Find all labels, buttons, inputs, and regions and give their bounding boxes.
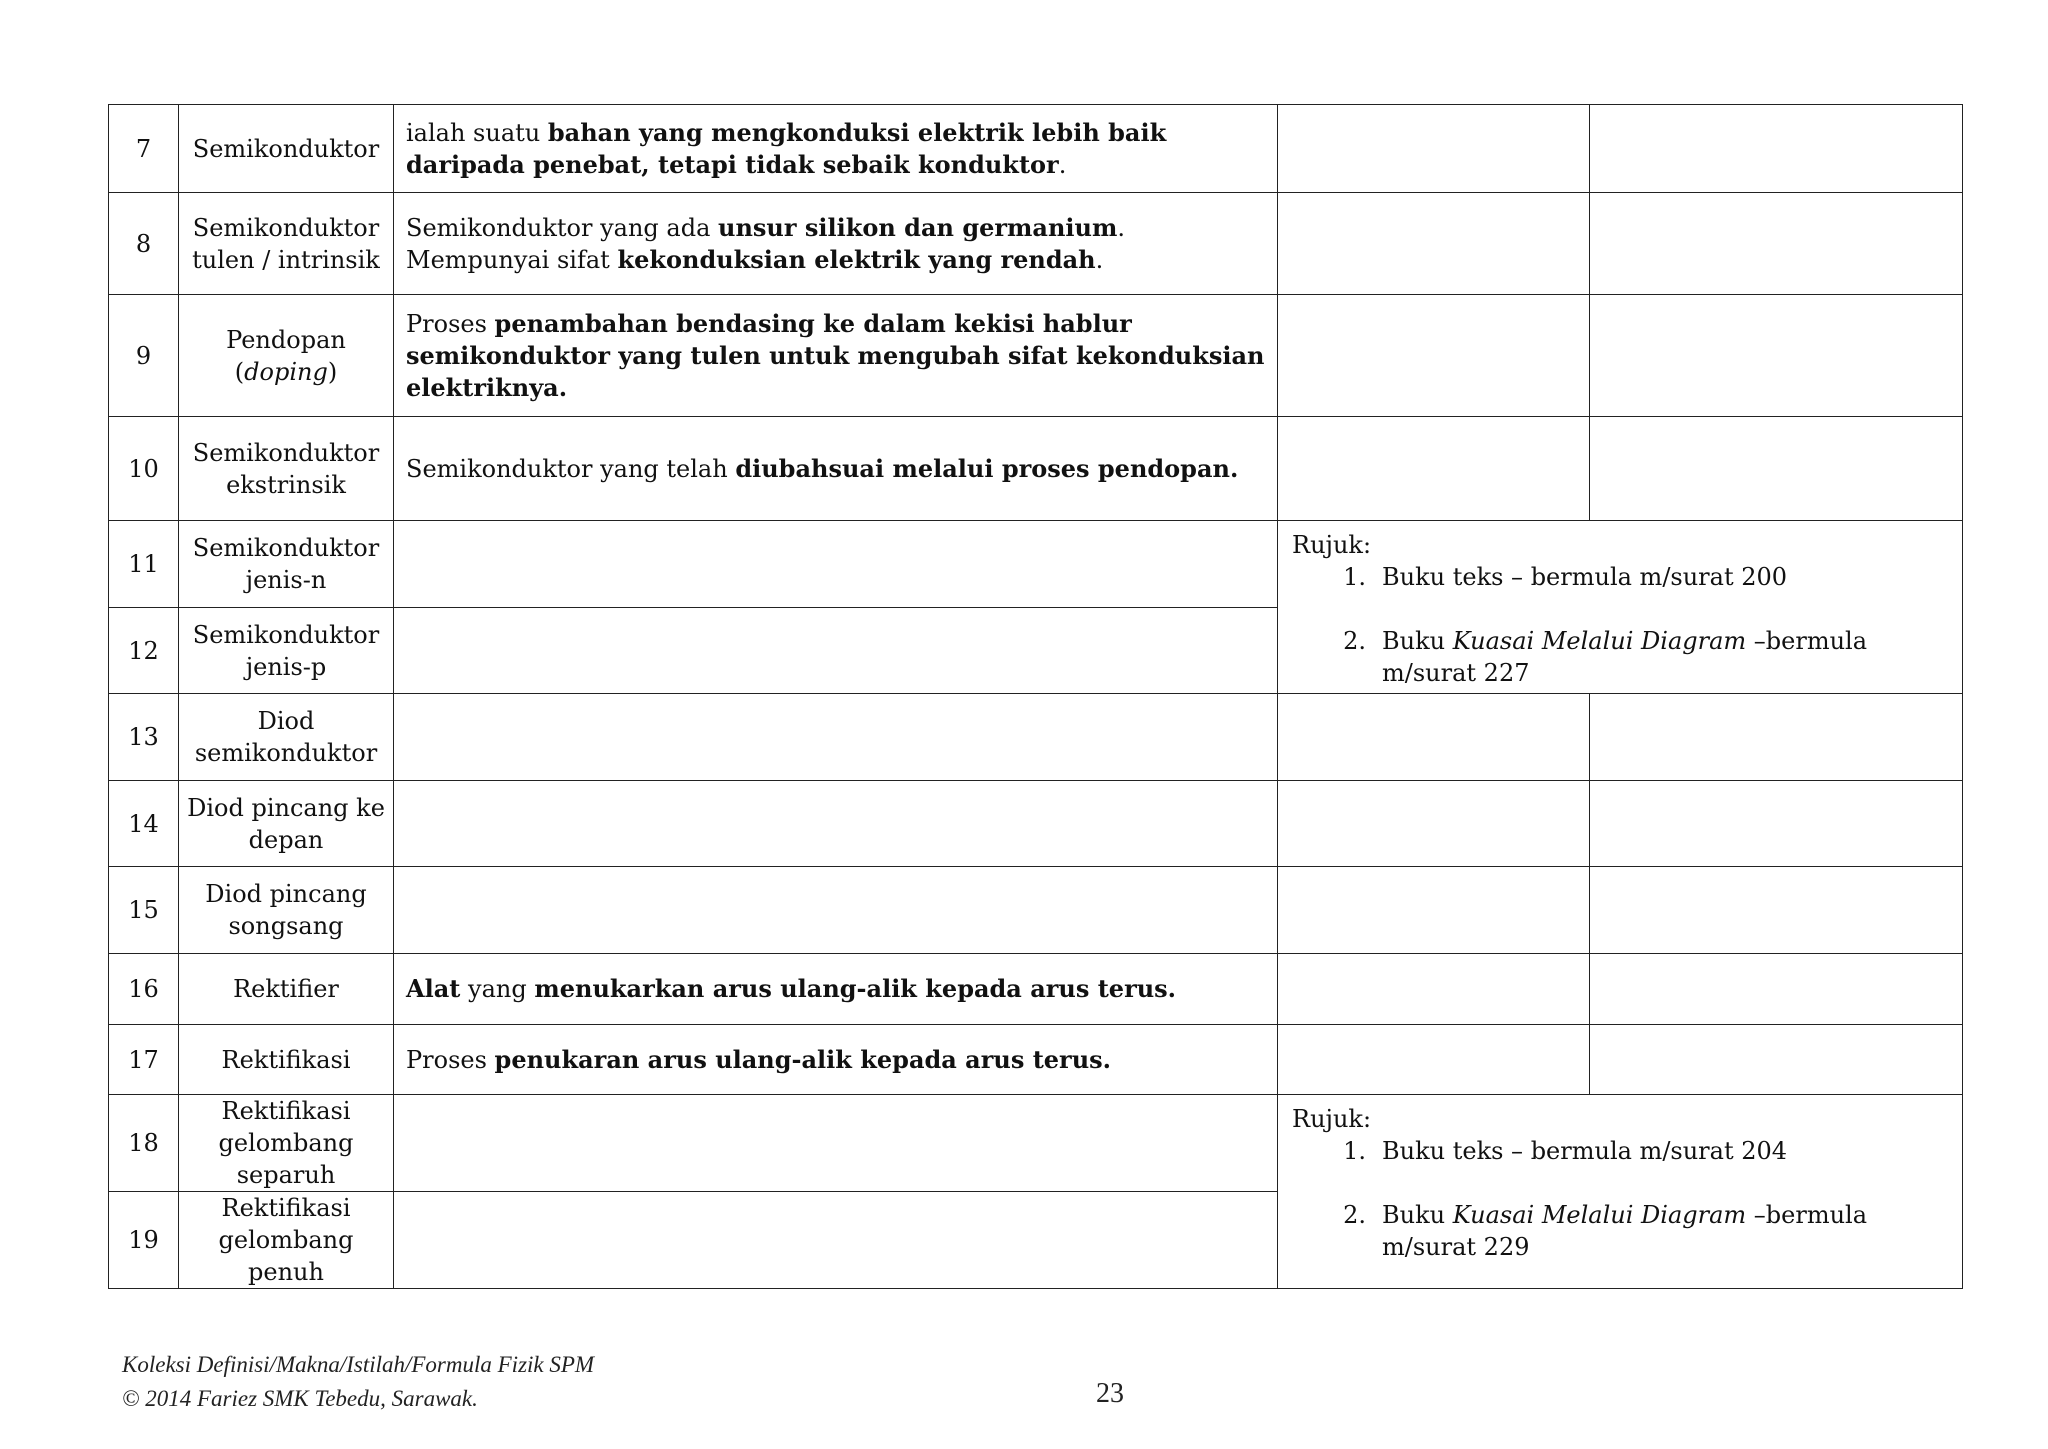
definition-cell (394, 105, 1278, 193)
row-number: 10 (109, 417, 179, 521)
definition-text: Semikonduktor yang ada (406, 213, 719, 242)
empty-cell (1278, 295, 1590, 417)
definition-cell (394, 608, 1278, 694)
definition-bold-text: unsur silikon dan germanium (718, 212, 1118, 242)
reference-text (1382, 625, 1948, 689)
row-number: 18 (109, 1095, 179, 1192)
table-row (109, 1025, 1963, 1095)
table-row (109, 867, 1963, 954)
definition-cell (394, 1095, 1278, 1192)
empty-cell (1278, 105, 1590, 193)
row-number: 8 (109, 193, 179, 295)
table-row (109, 105, 1963, 193)
reference-item (1292, 1199, 1948, 1263)
reference-text: Buku teks – bermula m/surat 204 (1382, 1137, 1788, 1165)
table-row (109, 521, 1963, 608)
empty-cell (1590, 417, 1963, 521)
reference-list (1292, 561, 1948, 689)
term-cell: Diod semikonduktor (179, 694, 394, 781)
row-number: 7 (109, 105, 179, 193)
definition-bold-text: bahan yang mengkonduksi elektrik lebih baik daripada penebat, tetapi tidak sebaik konduktor (406, 117, 1167, 179)
reference-item (1292, 625, 1948, 689)
empty-cell (1278, 193, 1590, 295)
table-row (109, 694, 1963, 781)
term-cell: Rektifikasi gelombang separuh (179, 1095, 394, 1192)
term-cell: Semikonduktor (179, 105, 394, 193)
term-cell (179, 295, 394, 417)
page-number: 23 (1096, 1378, 1124, 1409)
definition-cell (394, 781, 1278, 867)
reference-number: 2. (1343, 1201, 1366, 1229)
definition-text: yang (460, 975, 535, 1003)
row-number: 16 (109, 954, 179, 1025)
table-row (109, 954, 1963, 1025)
reference-text-part: Buku (1382, 1201, 1453, 1229)
table-row (109, 193, 1963, 295)
row-number: 15 (109, 867, 179, 954)
reference-item (1292, 1135, 1948, 1167)
footer-copyright: © 2014 Fariez SMK Tebedu, Sarawak. (122, 1386, 478, 1411)
reference-list (1292, 1135, 1948, 1263)
definition-cell (394, 521, 1278, 608)
table-row (109, 781, 1963, 867)
definition-cell (394, 1192, 1278, 1289)
empty-cell (1590, 694, 1963, 781)
definition-cell (394, 954, 1278, 1025)
definition-text: Proses (406, 309, 495, 338)
definition-text: . Mempunyai sifat (406, 213, 1126, 274)
row-number: 9 (109, 295, 179, 417)
empty-cell (1278, 867, 1590, 954)
reference-note (1278, 1095, 1963, 1289)
empty-cell (1278, 781, 1590, 867)
page-footer (122, 1348, 594, 1416)
term-cell: Semikonduktor jenis-n (179, 521, 394, 608)
empty-cell (1278, 417, 1590, 521)
footer-title: Koleksi Definisi/Makna/Istilah/Formula Fizik SPM (122, 1352, 595, 1377)
term-text: Pendopan (226, 325, 346, 354)
row-number: 11 (109, 521, 179, 608)
definition-bold-text: kekonduksian elektrik yang rendah (617, 244, 1096, 274)
empty-cell (1590, 295, 1963, 417)
term-italic-text: (doping) (234, 357, 338, 386)
reference-heading: Rujuk: (1292, 531, 1372, 559)
reference-text-part: –bermula m/surat 227 (1382, 627, 1868, 687)
definition-table-container (108, 104, 1962, 1289)
definition-bold-text: menukarkan arus ulang-alik kepada arus terus. (534, 974, 1177, 1003)
row-number: 19 (109, 1192, 179, 1289)
definition-text: . (1058, 150, 1067, 179)
reference-number: 2. (1343, 627, 1366, 655)
empty-cell (1278, 1025, 1590, 1095)
reference-number: 1. (1343, 563, 1366, 591)
reference-note (1278, 521, 1963, 694)
reference-text-part: Buku (1382, 627, 1453, 655)
empty-cell (1278, 694, 1590, 781)
row-number: 13 (109, 694, 179, 781)
empty-cell (1590, 1025, 1963, 1095)
term-cell: Rektifier (179, 954, 394, 1025)
definition-text: . (1095, 245, 1104, 274)
definition-cell (394, 193, 1278, 295)
empty-cell (1590, 867, 1963, 954)
empty-cell (1590, 954, 1963, 1025)
empty-cell (1590, 193, 1963, 295)
term-cell: Diod pincang ke depan (179, 781, 394, 867)
reference-text-part: –bermula m/surat 229 (1382, 1201, 1868, 1261)
definition-cell (394, 867, 1278, 954)
reference-heading: Rujuk: (1292, 1105, 1372, 1133)
table-row (109, 1095, 1963, 1192)
empty-cell (1590, 781, 1963, 867)
definition-bold-text: penambahan bendasing ke dalam kekisi hablur semikonduktor yang tulen untuk mengubah sifat kekonduksian elektriknya. (406, 308, 1265, 402)
definition-text: Proses (406, 1045, 495, 1074)
empty-cell (1278, 954, 1590, 1025)
definition-text: Semikonduktor yang telah (406, 454, 736, 483)
reference-number: 1. (1343, 1137, 1366, 1165)
term-cell: Semikonduktor jenis-p (179, 608, 394, 694)
definition-bold-text: diubahsuai melalui proses pendopan. (735, 453, 1239, 483)
row-number: 17 (109, 1025, 179, 1095)
term-cell: Semikonduktor ekstrinsik (179, 417, 394, 521)
table-row (109, 417, 1963, 521)
term-cell: Rektifikasi gelombang penuh (179, 1192, 394, 1289)
book-title: Kuasai Melalui Diagram (1452, 627, 1747, 655)
reference-text (1382, 1199, 1948, 1263)
term-cell: Semikonduktor tulen / intrinsik (179, 193, 394, 295)
definition-bold-text: Alat (406, 974, 461, 1003)
row-number: 14 (109, 781, 179, 867)
empty-cell (1590, 105, 1963, 193)
term-cell: Diod pincang songsang (179, 867, 394, 954)
definition-text: ialah suatu (406, 118, 548, 147)
definition-bold-text: penukaran arus ulang-alik kepada arus terus. (494, 1044, 1112, 1074)
definition-cell (394, 295, 1278, 417)
reference-text: Buku teks – bermula m/surat 200 (1382, 563, 1788, 591)
table-row (109, 295, 1963, 417)
definition-cell (394, 417, 1278, 521)
row-number: 12 (109, 608, 179, 694)
term-italic: doping (244, 357, 328, 386)
term-cell: Rektifikasi (179, 1025, 394, 1095)
definition-table (108, 104, 1963, 1289)
definition-cell (394, 694, 1278, 781)
book-title: Kuasai Melalui Diagram (1452, 1201, 1747, 1229)
reference-item (1292, 561, 1948, 593)
definition-cell (394, 1025, 1278, 1095)
